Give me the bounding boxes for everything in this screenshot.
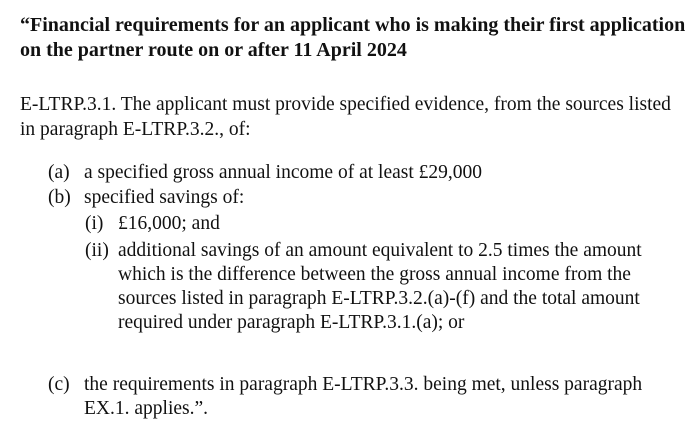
list-item-c (48, 373, 688, 421)
sub-list-text-i: £16,000; and (118, 213, 220, 234)
list-text-c: the requirements in paragraph E-LTRP.3.3. being met, unless paragraph EX.1. applies.”. (84, 374, 643, 419)
sub-list-item-ii (85, 239, 685, 335)
list-item-a (48, 161, 688, 185)
sub-list-marker-i: (i) (85, 213, 104, 234)
list-marker-a: (a) (48, 162, 70, 183)
intro-paragraph: E-LTRP.3.1. The applicant must provide specified evidence, from the sources listed in paragraph E-LTRP.3.2., of: (20, 94, 671, 140)
list-text-b: specified savings of: (84, 187, 245, 208)
list-text-a: a specified gross annual income of at least £29,000 (84, 162, 483, 183)
list-marker-c: (c) (48, 374, 70, 395)
list-marker-b: (b) (48, 187, 71, 208)
list-item-b (48, 186, 688, 210)
sub-list-marker-ii: (ii) (85, 240, 109, 261)
section-heading: “Financial requirements for an applicant who is making their first application on the partner route on or after 11 April 2024 (20, 14, 686, 61)
sub-list-text-ii: additional savings of an amount equivalent to 2.5 times the amount which is the difference between the gross annual income from the sources listed in paragraph E-LTRP.3.2.(a)-(f) and the total amount required under paragraph E-LTRP.3.1.(a); or (118, 240, 642, 333)
sub-list-item-i (85, 212, 685, 236)
